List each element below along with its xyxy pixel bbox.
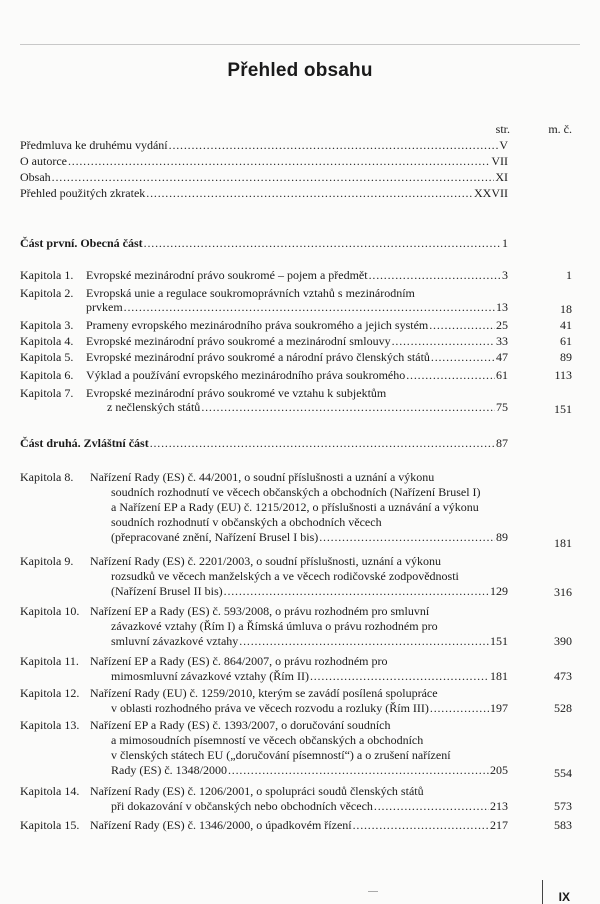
chapter-page: 197 xyxy=(490,701,508,715)
chapter-page: 213 xyxy=(490,799,508,813)
chapter-title: Nařízení Rady (ES) č. 1346/2000, o úpadkovém řízení xyxy=(90,818,352,832)
chapter-title: Evropské mezinárodní právo soukromé a národní právo členských států xyxy=(86,350,430,364)
leader-dots xyxy=(431,350,495,364)
chapter-page: 151 xyxy=(490,634,508,648)
toc-chapter-13[interactable] xyxy=(20,718,508,777)
page-title: Přehled obsahu xyxy=(227,60,373,81)
chapter-title: při dokazování v občanských nebo obchodních věcech xyxy=(111,799,373,813)
leader-dots xyxy=(353,818,489,832)
toc-part-1[interactable] xyxy=(20,236,508,250)
chapter-number: Kapitola 1. xyxy=(20,268,74,282)
chapter-title-line: soudních rozhodnutí ve věcech občanských a obchodních (Nařízení Brusel I) xyxy=(111,485,481,499)
toc-chapter-12[interactable] xyxy=(20,686,508,715)
top-rule xyxy=(20,44,580,45)
chapter-number: Kapitola 5. xyxy=(20,350,74,364)
toc-entry-foreword[interactable] xyxy=(20,138,508,152)
toc-chapter-11[interactable] xyxy=(20,654,508,683)
toc-chapter-14[interactable] xyxy=(20,784,508,813)
leader-dots xyxy=(430,701,489,715)
toc-chapter-4[interactable] xyxy=(20,334,508,348)
leader-dots xyxy=(68,154,490,168)
chapter-number: Kapitola 4. xyxy=(20,334,74,348)
toc-entry-page: XI xyxy=(495,170,508,184)
chapter-margin-number: 316 xyxy=(554,585,572,599)
toc-chapter-7[interactable] xyxy=(20,386,508,414)
toc-chapter-8[interactable] xyxy=(20,470,508,544)
chapter-margin-number: 113 xyxy=(554,368,572,382)
leader-dots xyxy=(239,634,489,648)
leader-dots xyxy=(201,400,495,414)
leader-dots xyxy=(374,799,489,813)
chapter-title: mimosmluvní závazkové vztahy (Řím II) xyxy=(111,669,309,683)
chapter-title-line: Nařízení EP a Rady (ES) č. 1393/2007, o doručování soudních xyxy=(90,718,391,732)
chapter-number: Kapitola 3. xyxy=(20,318,74,332)
toc-entry-page: VII xyxy=(491,154,508,168)
chapter-page: 217 xyxy=(490,818,508,832)
chapter-number: Kapitola 15. xyxy=(20,818,80,832)
chapter-title-line: a Nařízení EP a Rady (EU) č. 1215/2012, o příslušnosti a uznávání a výkonu xyxy=(111,500,479,514)
leader-dots xyxy=(319,530,495,544)
chapter-margin-number: 89 xyxy=(560,350,572,364)
leader-dots xyxy=(369,268,501,282)
chapter-title-line: Nařízení Rady (ES) č. 2201/2003, o soudní příslušnosti, uznání a výkonu xyxy=(90,554,441,568)
chapter-number: Kapitola 9. xyxy=(20,554,74,568)
chapter-margin-number: 61 xyxy=(560,334,572,348)
chapter-title: Evropské mezinárodní právo soukromé a mezinárodní smlouvy xyxy=(86,334,391,348)
leader-dots xyxy=(144,236,501,250)
part-label: Část první. Obecná část xyxy=(20,236,143,250)
toc-entry-page: V xyxy=(499,138,508,152)
leader-dots xyxy=(146,186,473,200)
chapter-margin-number: 583 xyxy=(554,818,572,832)
page-corner-rule xyxy=(542,880,543,904)
chapter-page: 205 xyxy=(490,763,508,777)
chapter-title-line: Nařízení Rady (ES) č. 1206/2001, o spolupráci soudů členských států xyxy=(90,784,424,798)
chapter-number: Kapitola 6. xyxy=(20,368,74,382)
part-label: Část druhá. Zvláštní část xyxy=(20,436,149,450)
chapter-title-line: Nařízení EP a Rady (ES) č. 593/2008, o právu rozhodném pro smluvní xyxy=(90,604,430,618)
leader-dots xyxy=(392,334,495,348)
toc-chapter-6[interactable] xyxy=(20,368,508,382)
leader-dots xyxy=(406,368,495,382)
chapter-title-line: v členských státech EU („doručování písemností“) a o zrušení nařízení xyxy=(111,748,451,762)
toc-entry-author[interactable] xyxy=(20,154,508,168)
leader-dots xyxy=(150,436,495,450)
chapter-margin-number: 390 xyxy=(554,634,572,648)
toc-part-2[interactable] xyxy=(20,436,508,450)
toc-entry-label: O autorce xyxy=(20,154,67,168)
chapter-page: 13 xyxy=(496,300,508,314)
leader-dots xyxy=(228,763,489,777)
chapter-margin-number: 18 xyxy=(560,302,572,316)
toc-chapter-1[interactable] xyxy=(20,268,508,282)
chapter-margin-number: 573 xyxy=(554,799,572,813)
chapter-page: 47 xyxy=(496,350,508,364)
chapter-number: Kapitola 2. xyxy=(20,286,74,300)
leader-dots xyxy=(224,584,489,598)
chapter-title: Výklad a používání evropského mezinárodního práva soukromého xyxy=(86,368,406,382)
toc-entry-contents[interactable] xyxy=(20,170,508,184)
chapter-title-line: Evropská unie a regulace soukromoprávních vztahů s mezinárodním xyxy=(86,286,415,300)
chapter-title: prvkem xyxy=(86,300,123,314)
chapter-title: (Nařízení Brusel II bis) xyxy=(111,584,223,598)
part-page: 87 xyxy=(496,436,508,450)
chapter-number: Kapitola 11. xyxy=(20,654,79,668)
chapter-title-line: a mimosoudních písemností ve věcech občanských a obchodních xyxy=(111,733,424,747)
chapter-page: 129 xyxy=(490,584,508,598)
toc-entry-page: XXVII xyxy=(474,186,508,200)
chapter-title: Evropské mezinárodní právo soukromé – pojem a předmět xyxy=(86,268,368,282)
leader-dots xyxy=(310,669,489,683)
leader-dots xyxy=(169,138,499,152)
chapter-margin-number: 41 xyxy=(560,318,572,332)
chapter-title: v oblasti rozhodného práva ve věcech rozvodu a rozluky (Řím III) xyxy=(111,701,429,715)
chapter-title-line: Nařízení EP a Rady (ES) č. 864/2007, o právu rozhodném pro xyxy=(90,654,388,668)
toc-chapter-15[interactable] xyxy=(20,818,508,832)
chapter-margin-number: 554 xyxy=(554,766,572,780)
leader-dots xyxy=(429,318,495,332)
chapter-margin-number: 151 xyxy=(554,402,572,416)
chapter-number: Kapitola 12. xyxy=(20,686,80,700)
chapter-title-line: Evropské mezinárodní právo soukromé ve vztahu k subjektům xyxy=(86,386,387,400)
toc-chapter-3[interactable] xyxy=(20,318,508,332)
chapter-title-line: závazkové vztahy (Řím I) a Římská úmluva o právu rozhodném pro xyxy=(111,619,438,633)
chapter-margin-number: 181 xyxy=(554,536,572,550)
chapter-page: 25 xyxy=(496,318,508,332)
chapter-title-line: Nařízení Rady (ES) č. 44/2001, o soudní příslušnosti a uznání a výkonu xyxy=(90,470,435,484)
toc-entry-label: Obsah xyxy=(20,170,51,184)
chapter-title: Rady (ES) č. 1348/2000 xyxy=(111,763,227,777)
leader-dots xyxy=(52,170,495,184)
chapter-number: Kapitola 13. xyxy=(20,718,80,732)
chapter-page: 33 xyxy=(496,334,508,348)
toc-chapter-2[interactable] xyxy=(20,286,508,314)
chapter-title: z nečlenských států xyxy=(107,400,201,414)
chapter-title: smluvní závazkové vztahy xyxy=(111,634,239,648)
chapter-page: 181 xyxy=(490,669,508,683)
chapter-title: Prameny evropského mezinárodního práva soukromého a jejich systém xyxy=(86,318,429,332)
chapter-number: Kapitola 7. xyxy=(20,386,74,400)
chapter-title-line: soudních rozhodnutí v občanských a obchodních věcech xyxy=(111,515,382,529)
part-page: 1 xyxy=(502,236,508,250)
toc-entry-label: Přehled použitých zkratek xyxy=(20,186,146,200)
toc-chapter-10[interactable] xyxy=(20,604,508,648)
chapter-page: 61 xyxy=(496,368,508,382)
chapter-page: 89 xyxy=(496,530,508,544)
toc-entry-label: Předmluva ke druhému vydání xyxy=(20,138,168,152)
chapter-margin-number: 473 xyxy=(554,669,572,683)
column-header-page: str. xyxy=(495,122,510,136)
toc-chapter-9[interactable] xyxy=(20,554,508,598)
chapter-number: Kapitola 14. xyxy=(20,784,80,798)
page-number: IX xyxy=(558,890,570,904)
chapter-title-line: rozsudků ve věcech manželských a ve věcech rodičovské zodpovědnosti xyxy=(111,569,459,583)
chapter-page: 3 xyxy=(502,268,508,282)
chapter-number: Kapitola 8. xyxy=(20,470,74,484)
leader-dots xyxy=(124,300,495,314)
chapter-title-line: Nařízení Rady (EU) č. 1259/2010, kterým se zavádí posílená spolupráce xyxy=(90,686,438,700)
toc-chapter-5[interactable] xyxy=(20,350,508,364)
toc-entry-abbreviations[interactable] xyxy=(20,186,508,200)
chapter-number: Kapitola 10. xyxy=(20,604,80,618)
chapter-page: 75 xyxy=(496,400,508,414)
chapter-title: (přepracované znění, Nařízení Brusel I bis) xyxy=(111,530,319,544)
bottom-mark xyxy=(368,891,378,892)
chapter-margin-number: 528 xyxy=(554,701,572,715)
chapter-margin-number: 1 xyxy=(566,268,572,282)
column-header-margin-number: m. č. xyxy=(548,122,572,136)
